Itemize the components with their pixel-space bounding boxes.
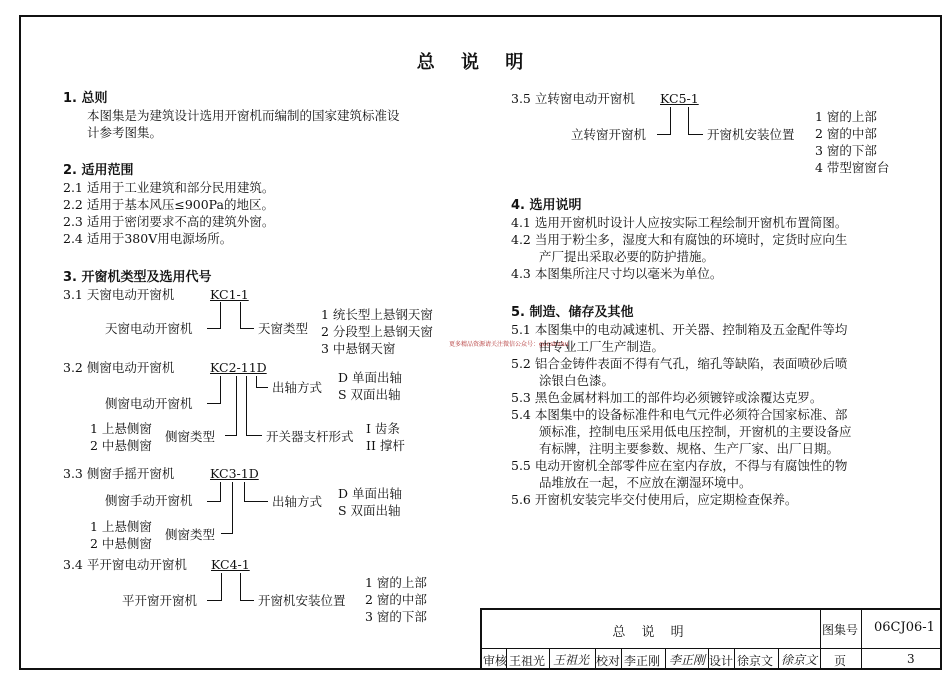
bracket-line: [207, 328, 220, 329]
bracket-line: [244, 501, 268, 502]
s31-option: 1 统长型上悬钢天窗: [321, 307, 433, 322]
tb-review-label: 审核: [483, 654, 508, 668]
tb-page-label: 页: [834, 654, 847, 668]
s35-option: 1 窗的上部: [815, 109, 877, 124]
s35-code: KC5-1: [660, 91, 699, 106]
sec5-line: 5.5 电动开窗机全部零件应在室内存放，不得与有腐蚀性的物: [511, 458, 848, 473]
sec5-line: 品堆放在一起，不应放在潮湿环境中。: [539, 475, 752, 490]
tb-checker: 李正刚: [624, 654, 661, 668]
checker-signature: 李正刚: [669, 653, 706, 667]
bracket-line: [657, 134, 670, 135]
s32-axis-option: D 单面出轴: [338, 370, 402, 385]
sec2-item: 2.1 适用于工业建筑和部分民用建筑。: [63, 180, 275, 195]
s35-name: 立转窗开窗机: [571, 127, 647, 142]
s31-code: KC1-1: [210, 287, 249, 302]
s33-axis-label: 出轴方式: [272, 494, 323, 509]
s33-axis-option: S 双面出轴: [338, 503, 401, 518]
s35-option: 2 窗的中部: [815, 126, 877, 141]
s32-label: 3.2 侧窗电动开窗机: [63, 360, 175, 375]
s34-option: 3 窗的下部: [365, 609, 427, 624]
s32-window-option: 2 中悬侧窗: [90, 438, 152, 453]
sec1-line1: 本图集是为建筑设计选用开窗机而编制的国家建筑标准设: [87, 108, 400, 123]
s32-type-label: 侧窗类型: [165, 429, 216, 444]
reviewer-signature: 王祖光: [553, 653, 590, 667]
tb-title: 总 说 明: [612, 625, 690, 640]
s34-option: 1 窗的上部: [365, 575, 427, 590]
s31-option: 3 中悬钢天窗: [321, 341, 396, 356]
bracket-line: [688, 107, 689, 135]
bracket-line: [221, 533, 232, 534]
s32-name: 侧窗电动开窗机: [105, 396, 193, 411]
s35-label: 3.5 立转窗电动开窗机: [511, 91, 635, 106]
s33-name: 侧窗手动开窗机: [105, 493, 193, 508]
s33-axis-option: D 单面出轴: [338, 486, 402, 501]
s33-window-option: 2 中悬侧窗: [90, 536, 152, 551]
bracket-line: [236, 376, 237, 436]
sec5-line: 5.1 本图集中的电动减速机、开关器、控制箱及五金配件等均: [511, 322, 848, 337]
bracket-line: [240, 600, 254, 601]
sec5-heading: 5. 制造、储存及其他: [511, 305, 634, 320]
s35-option: 3 窗的下部: [815, 143, 877, 158]
s32-window-option: 1 上悬侧窗: [90, 421, 152, 436]
page-title: 总 说 明: [416, 52, 534, 73]
sec5-line: 由专业工厂生产制造。: [539, 339, 665, 354]
s32-switch-label: 开关器支杆形式: [266, 429, 354, 444]
sec4-line: 4.1 选用开窗机时设计人应按实际工程绘制开窗机布置简图。: [511, 215, 848, 230]
tb-design-label: 设计: [709, 654, 734, 668]
bracket-line: [220, 302, 221, 329]
bracket-line: [246, 435, 262, 436]
sec5-line: 5.4 本图集中的设备标准件和电气元件必须符合国家标准、部: [511, 407, 848, 422]
tb-atlas-label: 图集号: [822, 623, 859, 637]
watermark: 更多精品资源请关注微信公众号：gooshuhu: [449, 341, 569, 348]
s33-window-option: 1 上悬侧窗: [90, 519, 152, 534]
sec2-item: 2.4 适用于380V用电源场所。: [63, 231, 233, 246]
s34-code: KC4-1: [211, 557, 250, 572]
s32-switch-option: I 齿条: [366, 421, 400, 436]
sec5-line: 5.2 铝合金铸件表面不得有气孔，缩孔等缺陷，表面喷砂后喷: [511, 356, 848, 371]
sec3-heading: 3. 开窗机类型及选用代号: [63, 270, 212, 285]
sec5-line: 5.6 开窗机安装完毕交付使用后，应定期检查保养。: [511, 492, 798, 507]
bracket-line: [240, 302, 241, 329]
sec5-line: 颁标准，控制电压采用低电压控制，开窗机的主要设备应: [539, 424, 852, 439]
sec2-item: 2.2 适用于基本风压≤900Pa的地区。: [63, 197, 274, 212]
sec2-heading: 2. 适用范围: [63, 163, 134, 178]
s31-name: 天窗电动开窗机: [105, 321, 193, 336]
bracket-line: [240, 328, 254, 329]
bracket-line: [207, 403, 220, 404]
bracket-line: [225, 435, 236, 436]
s33-type-label: 侧窗类型: [165, 527, 216, 542]
s32-code: KC2-11D: [210, 360, 267, 375]
s32-axis-label: 出轴方式: [272, 380, 323, 395]
bracket-line: [670, 107, 671, 135]
bracket-line: [220, 376, 221, 404]
sec1-heading: 1. 总则: [63, 91, 108, 106]
tb-designer: 徐京文: [737, 654, 774, 668]
sec4-line: 产厂提出采取必要的防护措施。: [539, 249, 715, 264]
s34-pos-label: 开窗机安装位置: [258, 593, 346, 608]
s33-code: KC3-1D: [210, 466, 259, 481]
bracket-line: [244, 482, 245, 502]
s31-label: 3.1 天窗电动开窗机: [63, 287, 175, 302]
sec4-line: 4.2 当用于粉尘多，湿度大和有腐蚀的环境时，定货时应向生: [511, 232, 848, 247]
title-block: [480, 608, 942, 670]
bracket-line: [240, 573, 241, 601]
sec5-line: 有标牌，注明主要参数、规格、生产厂家、出厂日期。: [539, 441, 840, 456]
tb-check-label: 校对: [596, 654, 621, 668]
s32-switch-option: II 撑杆: [366, 438, 405, 453]
bracket-line: [246, 376, 247, 436]
bracket-line: [256, 387, 268, 388]
sec4-heading: 4. 选用说明: [511, 198, 582, 213]
bracket-line: [688, 134, 703, 135]
bracket-line: [232, 482, 233, 534]
s35-pos-label: 开窗机安装位置: [707, 127, 795, 142]
sec2-item: 2.3 适用于密闭要求不高的建筑外窗。: [63, 214, 275, 229]
bracket-line: [220, 482, 221, 502]
bracket-line: [207, 600, 221, 601]
s32-axis-option: S 双面出轴: [338, 387, 401, 402]
bracket-line: [221, 573, 222, 601]
sec4-line: 4.3 本图集所注尺寸均以毫米为单位。: [511, 266, 723, 281]
designer-signature: 徐京文: [781, 653, 818, 667]
s31-type-label: 天窗类型: [258, 321, 309, 336]
s31-option: 2 分段型上悬钢天窗: [321, 324, 433, 339]
s34-option: 2 窗的中部: [365, 592, 427, 607]
s34-name: 平开窗开窗机: [122, 593, 198, 608]
sec5-line: 5.3 黑色金属材料加工的部件均必须镀锌或涂覆达克罗。: [511, 390, 823, 405]
s33-label: 3.3 侧窗手摇开窗机: [63, 466, 175, 481]
tb-page-no: 3: [907, 652, 915, 666]
s35-option: 4 带型窗窗台: [815, 160, 890, 175]
bracket-line: [207, 501, 220, 502]
sec5-line: 涂银白色漆。: [539, 373, 615, 388]
tb-reviewer: 王祖光: [509, 654, 546, 668]
sec1-line2: 计参考图集。: [87, 125, 163, 140]
s34-label: 3.4 平开窗电动开窗机: [63, 557, 187, 572]
tb-atlas-no: 06CJ06-1: [874, 620, 935, 635]
